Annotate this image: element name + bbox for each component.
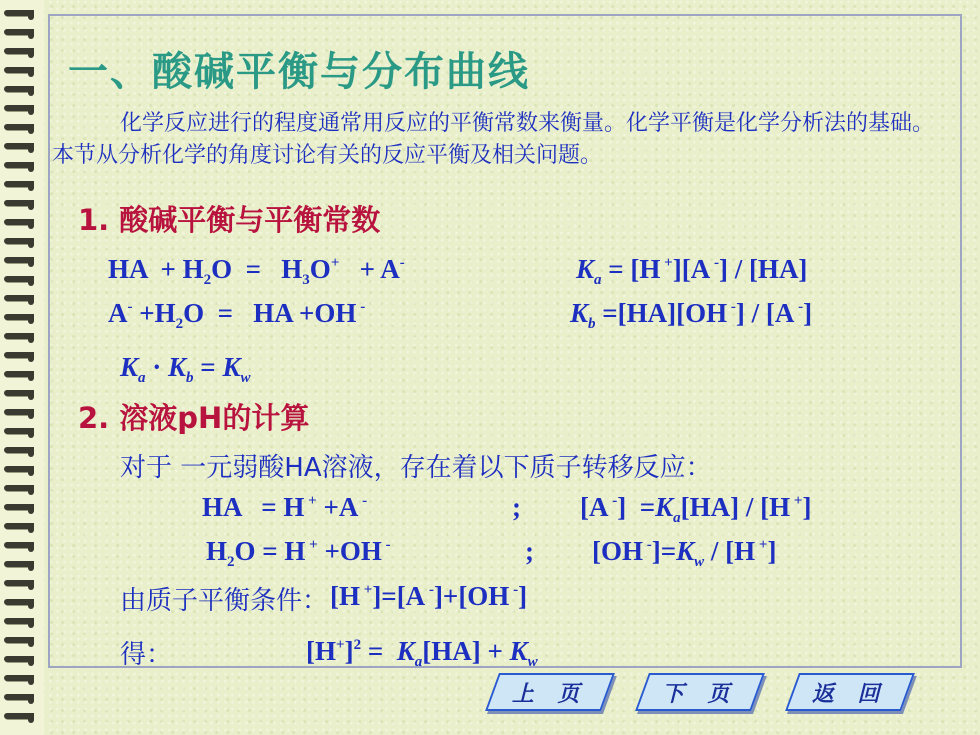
equation-ka: $K_a = [H$ +][A -] / [HA] xyxy=(576,254,808,288)
equation-kw: $K_a \cdot K_b = K_w$ xyxy=(120,352,251,386)
equation-acid-dissociation: HA + $H_2O = H_3O^+ + A^-$ xyxy=(108,254,405,288)
equation-water-autoionization: $H_2O = H$ + +OH - xyxy=(206,536,391,570)
equation-separator-1: ; xyxy=(512,492,521,522)
intro-paragraph: 化学反应进行的程度通常用反应的平衡常数来衡量。化学平衡是化学分析法的基础。本节从分析化学的角度讨论有关的反应平衡及相关问题。 xyxy=(52,111,935,168)
equation-result: $[H^+]^2 = K_a[HA] + K_w$ xyxy=(306,636,538,670)
binding-ring xyxy=(0,500,40,518)
equation-base-hydrolysis: $A^- +H_2O$ = HA +OH - xyxy=(108,298,366,332)
binding-ring xyxy=(0,462,40,480)
binding-ring xyxy=(0,386,40,404)
binding-ring xyxy=(0,158,40,176)
binding-ring xyxy=(0,557,40,575)
binding-ring xyxy=(0,671,40,689)
equation-ha-proton-transfer: HA = H + +A - xyxy=(202,492,368,522)
next-page-label: 下 页 xyxy=(662,681,738,707)
section1-heading: 1. 酸碱平衡与平衡常数 xyxy=(78,203,381,237)
binding-ring xyxy=(0,576,40,594)
binding-ring xyxy=(0,595,40,613)
equation-a-concentration: [A $^-] =K_a[HA] / [H$ +] xyxy=(580,492,812,526)
binding-ring xyxy=(0,367,40,385)
binding-ring xyxy=(0,519,40,537)
back-button[interactable] xyxy=(785,673,915,711)
proton-balance-label: 由质子平衡条件： xyxy=(120,586,329,616)
binding-ring xyxy=(0,196,40,214)
spiral-binding xyxy=(0,0,44,735)
binding-ring xyxy=(0,538,40,556)
equation-oh-concentration: [OH $^-]=K_w / [H$ +] xyxy=(592,536,777,570)
binding-ring xyxy=(0,234,40,252)
binding-ring xyxy=(0,652,40,670)
equation-separator-2: ; xyxy=(525,536,534,566)
binding-ring xyxy=(0,614,40,632)
equation-proton-balance: [H +]=[A -]+[OH -] xyxy=(330,581,528,611)
result-label: 得： xyxy=(120,640,173,670)
binding-ring xyxy=(0,25,40,43)
binding-ring xyxy=(0,329,40,347)
prev-page-label: 上 页 xyxy=(512,681,588,707)
binding-ring xyxy=(0,291,40,309)
binding-ring xyxy=(0,63,40,81)
binding-ring xyxy=(0,82,40,100)
binding-ring xyxy=(0,633,40,651)
next-page-button[interactable] xyxy=(635,673,765,711)
binding-ring xyxy=(0,6,40,24)
binding-ring xyxy=(0,690,40,708)
binding-ring xyxy=(0,310,40,328)
page-title: 一、酸碱平衡与分布曲线 xyxy=(68,49,530,95)
binding-ring xyxy=(0,424,40,442)
binding-ring xyxy=(0,139,40,157)
binding-ring xyxy=(0,120,40,138)
binding-ring xyxy=(0,44,40,62)
binding-ring xyxy=(0,101,40,119)
binding-ring xyxy=(0,215,40,233)
binding-ring xyxy=(0,443,40,461)
equation-kb: $K_b =[HA][OH$ -] / [A -] xyxy=(570,298,813,332)
binding-ring xyxy=(0,348,40,366)
prev-page-button[interactable] xyxy=(485,673,615,711)
binding-ring xyxy=(0,272,40,290)
section2-intro-line: 对于 一元弱酸HA溶液，存在着以下质子转移反应： xyxy=(120,453,712,483)
binding-ring xyxy=(0,405,40,423)
binding-ring xyxy=(0,709,40,727)
section2-heading: 2. 溶液pH的计算 xyxy=(78,401,310,435)
back-label: 返 回 xyxy=(812,681,888,707)
binding-ring xyxy=(0,177,40,195)
binding-ring xyxy=(0,253,40,271)
binding-ring xyxy=(0,481,40,499)
